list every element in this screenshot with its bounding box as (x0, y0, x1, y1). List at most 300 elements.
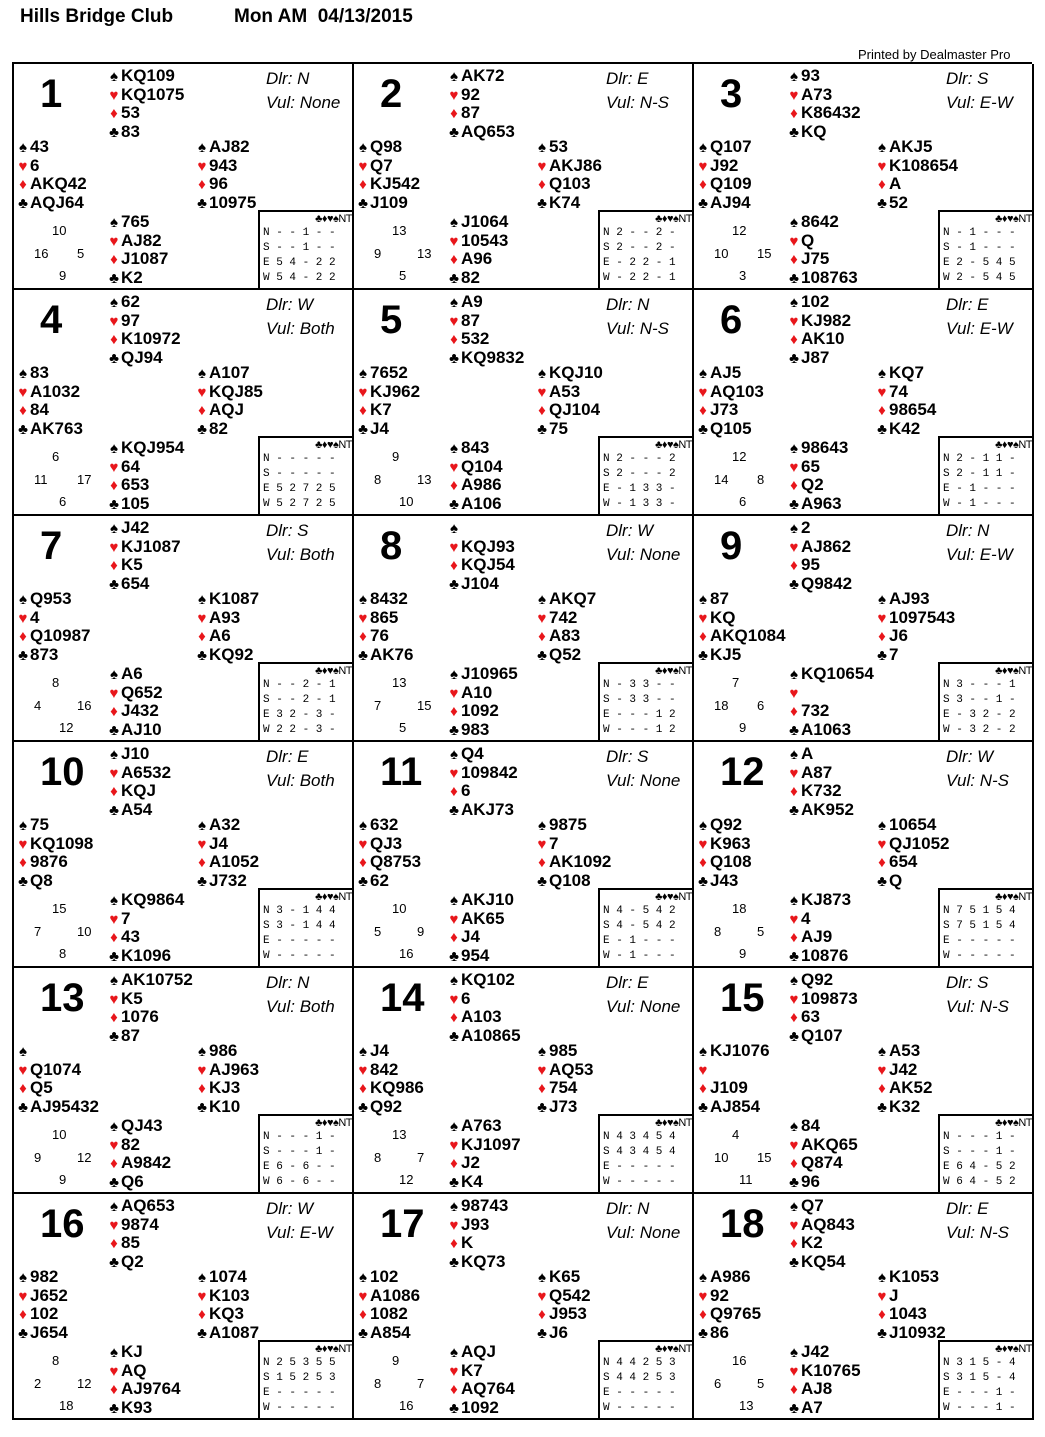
diamond-icon: ♦ (19, 854, 27, 871)
diamonds-holding (107, 1380, 181, 1399)
heart-icon: ♥ (537, 1061, 547, 1079)
spades-holding (875, 816, 950, 835)
hcp-s: 16 (399, 946, 414, 961)
west-hand (356, 590, 413, 664)
board-4 (14, 290, 354, 516)
diamond-icon: ♦ (198, 628, 206, 645)
club-icon: ♣ (109, 575, 119, 593)
north-clubs-cards: KQ54 (801, 1251, 846, 1271)
diamonds-holding (535, 175, 602, 194)
north-diamonds-cards: 85 (121, 1233, 140, 1252)
dd-row-n: N 4 4 2 5 3 (603, 1357, 676, 1369)
hearts-holding (16, 609, 91, 628)
board-number: 2 (380, 72, 403, 116)
west-clubs-cards: AJ854 (710, 1096, 761, 1116)
dealer-label: Dlr: S (266, 521, 309, 540)
south-clubs-cards: 96 (801, 1171, 820, 1191)
spades-holding (535, 590, 596, 609)
spade-icon: ♠ (699, 591, 707, 608)
hearts-holding (535, 1287, 591, 1306)
spade-icon: ♠ (19, 139, 27, 156)
west-hearts-cards: A1032 (30, 381, 81, 401)
hcp-w: 11 (34, 472, 48, 487)
west-hearts-cards: KJ962 (370, 381, 421, 401)
spades-holding (447, 1197, 508, 1216)
hearts-holding (875, 157, 958, 176)
spade-icon: ♠ (450, 746, 458, 763)
hcp-e: 13 (417, 472, 432, 487)
spades-holding (787, 439, 848, 458)
spades-holding (535, 1042, 593, 1061)
east-clubs-cards: K10 (209, 1096, 241, 1116)
west-diamonds-cards: K7 (370, 400, 392, 419)
hearts-holding (447, 458, 503, 477)
north-spades-cards: 98743 (461, 1196, 509, 1215)
hcp-e: 9 (417, 924, 425, 939)
diamond-icon: ♦ (450, 1009, 458, 1026)
hearts-holding (195, 383, 263, 402)
dd-row-s: S - - - 1 - (263, 1146, 336, 1158)
heart-icon: ♥ (18, 383, 28, 401)
clubs-holding (447, 1173, 521, 1192)
dealer-label: Dlr: E (606, 69, 649, 88)
diamonds-holding (107, 1154, 171, 1173)
east-spades-cards: AKJ5 (889, 137, 933, 156)
spades-holding (16, 1268, 68, 1287)
west-hand (16, 590, 91, 664)
north-hearts-cards: 87 (461, 310, 480, 330)
club-icon: ♣ (877, 194, 887, 212)
dd-row-s: S 4 3 4 5 4 (603, 1146, 676, 1158)
diamonds-holding (16, 853, 93, 872)
south-diamonds-cards: Q2 (801, 475, 824, 494)
dd-row-s: S 3 - - 1 - (943, 694, 1016, 706)
east-spades-cards: 53 (549, 137, 568, 156)
spade-icon: ♠ (790, 440, 798, 457)
diamonds-holding (195, 401, 263, 420)
east-hand (535, 590, 596, 664)
diamond-icon: ♦ (19, 1080, 27, 1097)
hcp-n: 10 (52, 223, 67, 238)
spades-holding (107, 1117, 171, 1136)
south-spades-cards: KJ873 (801, 890, 852, 909)
spade-icon: ♠ (110, 294, 118, 311)
dd-row-s: S 2 - - 2 - (603, 242, 676, 254)
west-hearts-cards: 865 (370, 607, 399, 627)
west-hearts-cards: 92 (710, 1285, 729, 1305)
south-clubs-cards: 10876 (801, 945, 849, 965)
diamonds-holding (787, 1008, 858, 1027)
dd-right-rule (1032, 664, 1034, 742)
double-dummy-table (938, 1114, 1034, 1194)
vulnerability-label: Vul: E-W (946, 319, 1013, 338)
dd-row-e: E 6 - 6 - - (263, 1161, 336, 1173)
spade-icon: ♠ (878, 1043, 886, 1060)
east-hearts-cards: 7 (549, 833, 559, 853)
club-icon: ♣ (537, 420, 547, 438)
spades-holding (447, 891, 514, 910)
west-clubs-cards: J4 (370, 418, 389, 438)
east-hand (535, 816, 611, 890)
east-clubs-cards: J73 (549, 1096, 578, 1116)
north-clubs-cards: AK952 (801, 799, 854, 819)
heart-icon: ♥ (18, 157, 28, 175)
hcp-n: 10 (52, 1127, 67, 1142)
heart-icon: ♥ (877, 383, 887, 401)
spades-holding (535, 1268, 591, 1287)
hearts-holding (107, 910, 184, 929)
north-diamonds-cards: 1076 (121, 1007, 159, 1026)
hearts-holding (16, 157, 87, 176)
diamonds-holding (195, 175, 256, 194)
dd-header: ♣♦♥♠NT (995, 213, 1032, 225)
club-icon: ♣ (358, 872, 368, 890)
west-hearts-cards: 4 (30, 607, 40, 627)
south-hearts-cards: AKQ65 (801, 1134, 858, 1154)
clubs-holding (447, 801, 518, 820)
north-hearts-cards: A73 (801, 84, 833, 104)
hcp-n: 12 (732, 449, 747, 464)
dd-row-e: E 2 - 5 4 5 (943, 257, 1016, 269)
spades-holding (696, 364, 764, 383)
hcp-e: 5 (757, 924, 765, 939)
dd-row-e: E - - - 1 - (943, 1387, 1016, 1399)
diamond-icon: ♦ (450, 929, 458, 946)
board-number: 15 (720, 976, 765, 1020)
diamonds-holding (535, 1079, 593, 1098)
east-spades-cards: 985 (549, 1041, 578, 1060)
dd-row-n: N 4 3 4 5 4 (603, 1131, 676, 1143)
spade-icon: ♠ (450, 1344, 458, 1361)
east-hand (195, 1042, 259, 1116)
board-number: 8 (380, 524, 403, 568)
board-number: 14 (380, 976, 425, 1020)
diamond-icon: ♦ (790, 929, 798, 946)
east-clubs-cards: J6 (549, 1322, 568, 1342)
club-icon: ♣ (358, 420, 368, 438)
north-clubs-cards: QJ94 (121, 347, 163, 367)
diamonds-holding (447, 1380, 515, 1399)
hearts-holding (696, 609, 786, 628)
clubs-holding (787, 1027, 858, 1046)
diamonds-holding (696, 627, 786, 646)
diamond-icon: ♦ (790, 331, 798, 348)
heart-icon: ♥ (449, 990, 459, 1008)
club-icon: ♣ (698, 1324, 708, 1342)
hearts-holding (356, 383, 420, 402)
heart-icon: ♥ (109, 1216, 119, 1234)
diamonds-holding (875, 627, 955, 646)
club-icon: ♣ (197, 872, 207, 890)
diamonds-holding (875, 1305, 946, 1324)
dd-row-w: W - - - - - (943, 950, 1016, 962)
club-icon: ♣ (789, 123, 799, 141)
spade-icon: ♠ (699, 139, 707, 156)
south-spades-cards: J1064 (461, 212, 509, 231)
clubs-holding (107, 1253, 175, 1272)
spades-holding (107, 971, 193, 990)
diamonds-holding (447, 556, 515, 575)
spade-icon: ♠ (359, 591, 367, 608)
board-1 (14, 64, 354, 290)
west-spades-cards: Q92 (710, 815, 743, 834)
spades-holding (107, 67, 184, 86)
hcp-e: 15 (757, 1150, 772, 1165)
club-icon: ♣ (449, 575, 459, 593)
spade-icon: ♠ (198, 139, 206, 156)
south-spades-cards: 98643 (801, 438, 849, 457)
clubs-holding (875, 1098, 932, 1117)
north-spades-cards: 93 (801, 66, 820, 85)
hearts-holding (787, 764, 854, 783)
dealer-label: Dlr: N (606, 295, 650, 314)
spade-icon: ♠ (19, 817, 27, 834)
east-spades-cards: 986 (209, 1041, 238, 1060)
club-icon: ♣ (449, 1173, 459, 1191)
clubs-holding (787, 269, 858, 288)
spades-holding (787, 1343, 861, 1362)
club-icon: ♣ (449, 721, 459, 739)
east-diamonds-cards: J953 (549, 1304, 587, 1323)
diamond-icon: ♦ (538, 854, 546, 871)
south-hand (447, 891, 514, 965)
north-spades-cards: A (801, 744, 814, 763)
hearts-holding (787, 990, 858, 1009)
south-clubs-cards: A1063 (801, 719, 852, 739)
north-clubs-cards: A54 (121, 799, 153, 819)
east-clubs-cards: 52 (889, 192, 908, 212)
hearts-holding (447, 990, 521, 1009)
south-hand (447, 213, 508, 287)
spades-holding (696, 1042, 770, 1061)
west-hearts-cards: Q1074 (30, 1059, 82, 1079)
east-diamonds-cards: J6 (889, 626, 908, 645)
heart-icon: ♥ (877, 1061, 887, 1079)
spades-holding (16, 1042, 99, 1061)
spades-holding (107, 665, 163, 684)
spades-holding (535, 138, 602, 157)
south-hearts-cards: 65 (801, 456, 820, 476)
north-clubs-cards: AKJ73 (461, 799, 514, 819)
clubs-holding (447, 349, 524, 368)
north-hearts-cards: A6532 (121, 762, 172, 782)
hearts-holding (875, 1061, 932, 1080)
dd-row-s: S 3 1 5 - 4 (943, 1372, 1016, 1384)
north-hand (447, 519, 515, 593)
heart-icon: ♥ (877, 609, 887, 627)
club-icon: ♣ (18, 1324, 28, 1342)
north-diamonds-cards: KQJ (121, 781, 156, 800)
south-diamonds-cards: J4 (461, 927, 480, 946)
clubs-holding (16, 420, 83, 439)
south-hearts-cards: Q (801, 230, 815, 250)
dealer-label: Dlr: S (946, 69, 989, 88)
hearts-holding (447, 1216, 508, 1235)
north-clubs-cards: KQ (801, 121, 827, 141)
hcp-e: 17 (77, 472, 92, 487)
spades-holding (787, 665, 874, 684)
clubs-holding (787, 349, 851, 368)
board-5 (354, 290, 694, 516)
double-dummy-table (598, 662, 694, 742)
south-spades-cards: KQJ954 (121, 438, 185, 457)
west-hand (356, 138, 420, 212)
west-hand (16, 138, 87, 212)
diamonds-holding (195, 853, 259, 872)
south-diamonds-cards: 653 (121, 475, 150, 494)
diamond-icon: ♦ (790, 477, 798, 494)
dealer-label: Dlr: S (606, 747, 649, 766)
spade-icon: ♠ (699, 1043, 707, 1060)
south-hearts-cards: 7 (121, 908, 131, 928)
heart-icon: ♥ (789, 1216, 799, 1234)
club-icon: ♣ (698, 872, 708, 890)
hearts-holding (787, 538, 852, 557)
east-diamonds-cards: A1052 (209, 852, 260, 871)
dd-row-n: N 2 5 3 5 5 (263, 1357, 336, 1369)
diamond-icon: ♦ (538, 1080, 546, 1097)
west-hearts-cards: KQ (710, 607, 736, 627)
dd-row-s: S 4 4 2 5 3 (603, 1372, 676, 1384)
clubs-holding (195, 646, 259, 665)
north-hearts-cards: KQJ93 (461, 536, 515, 556)
south-hand (787, 1343, 861, 1417)
board-6 (694, 290, 1034, 516)
north-clubs-cards: KQ9832 (461, 347, 525, 367)
clubs-holding (356, 1098, 424, 1117)
south-spades-cards: 765 (121, 212, 150, 231)
south-hand (447, 1343, 515, 1417)
east-diamonds-cards: 654 (889, 852, 918, 871)
diamond-icon: ♦ (450, 783, 458, 800)
heart-icon: ♥ (789, 1136, 799, 1154)
dd-row-n: N - - 2 - 1 (263, 679, 336, 691)
clubs-holding (535, 1098, 593, 1117)
spade-icon: ♠ (790, 666, 798, 683)
south-spades-cards: 843 (461, 438, 490, 457)
club-name: Hills Bridge Club (20, 6, 174, 27)
diamonds-holding (107, 556, 181, 575)
dd-row-w: W - - - 1 - (943, 1402, 1016, 1414)
north-clubs-cards: KQ73 (461, 1251, 506, 1271)
east-diamonds-cards: AQJ (209, 400, 244, 419)
heart-icon: ♥ (789, 458, 799, 476)
west-spades-cards: AJ5 (710, 363, 742, 382)
diamond-icon: ♦ (359, 854, 367, 871)
diamonds-holding (696, 1305, 761, 1324)
west-diamonds-cards: J109 (710, 1078, 748, 1097)
spade-icon: ♠ (450, 294, 458, 311)
north-clubs-cards: Q107 (801, 1025, 843, 1045)
east-diamonds-cards: Q103 (549, 174, 591, 193)
diamond-icon: ♦ (790, 557, 798, 574)
heart-icon: ♥ (449, 684, 459, 702)
dd-header: ♣♦♥♠NT (995, 665, 1032, 677)
diamonds-holding (107, 782, 171, 801)
spade-icon: ♠ (110, 520, 118, 537)
hcp-s: 8 (59, 946, 67, 961)
heart-icon: ♥ (537, 383, 547, 401)
spade-icon: ♠ (538, 817, 546, 834)
north-hand (787, 293, 851, 367)
hcp-w: 14 (714, 472, 729, 487)
vulnerability-label: Vul: E-W (266, 1223, 333, 1242)
hearts-holding (447, 538, 515, 557)
south-hand (107, 1343, 181, 1417)
west-hand (16, 1268, 68, 1342)
hearts-holding (787, 1216, 855, 1235)
diamonds-holding (787, 476, 848, 495)
vulnerability-label: Vul: None (606, 997, 681, 1016)
board-14 (354, 968, 694, 1194)
clubs-holding (696, 1324, 761, 1343)
dd-header: ♣♦♥♠NT (995, 891, 1032, 903)
vulnerability-label: Vul: N-S (606, 93, 669, 112)
diamonds-holding (787, 928, 851, 947)
diamonds-holding (696, 401, 764, 420)
diamond-icon: ♦ (110, 1235, 118, 1252)
east-diamonds-cards: KQ3 (209, 1304, 244, 1323)
west-spades-cards: Q107 (710, 137, 752, 156)
club-icon: ♣ (197, 646, 207, 664)
diamonds-holding (447, 1154, 521, 1173)
spade-icon: ♠ (790, 746, 798, 763)
dd-row-w: W - 2 2 - 1 (603, 272, 676, 284)
east-hearts-cards: J (889, 1285, 899, 1305)
diamonds-holding (447, 702, 518, 721)
dd-right-rule (1032, 438, 1034, 516)
heart-icon: ♥ (449, 1136, 459, 1154)
spades-holding (16, 138, 87, 157)
east-spades-cards: KQ7 (889, 363, 924, 382)
west-hand (356, 1268, 420, 1342)
vulnerability-label: Vul: N-S (606, 319, 669, 338)
hearts-holding (107, 1362, 181, 1381)
diamond-icon: ♦ (450, 477, 458, 494)
clubs-holding (107, 1027, 193, 1046)
club-icon: ♣ (18, 646, 28, 664)
south-diamonds-cards: J2 (461, 1153, 480, 1172)
dd-header: ♣♦♥♠NT (655, 213, 692, 225)
spades-holding (875, 364, 936, 383)
board-3 (694, 64, 1034, 290)
north-spades-cards: Q4 (461, 744, 484, 763)
east-hand (875, 816, 950, 890)
diamonds-holding (195, 627, 259, 646)
hearts-holding (16, 383, 83, 402)
west-hearts-cards: QJ3 (370, 833, 403, 853)
spades-holding (356, 364, 420, 383)
double-dummy-table (258, 888, 354, 968)
vulnerability-label: Vul: E-W (946, 93, 1013, 112)
hcp-e: 12 (77, 1376, 92, 1391)
diamonds-holding (535, 627, 596, 646)
clubs-holding (787, 123, 861, 142)
clubs-holding (107, 947, 184, 966)
dd-row-s: S 3 - 1 4 4 (263, 920, 336, 932)
south-diamonds-cards: A986 (461, 475, 502, 494)
heart-icon: ♥ (358, 157, 368, 175)
clubs-holding (195, 194, 256, 213)
south-hand (107, 1117, 171, 1191)
board-9 (694, 516, 1034, 742)
club-icon: ♣ (197, 1098, 207, 1116)
club-icon: ♣ (449, 947, 459, 965)
heart-icon: ♥ (197, 383, 207, 401)
north-hearts-cards: K5 (121, 988, 143, 1008)
vulnerability-label: Vul: None (606, 1223, 681, 1242)
west-hearts-cards: AQ103 (710, 381, 764, 401)
